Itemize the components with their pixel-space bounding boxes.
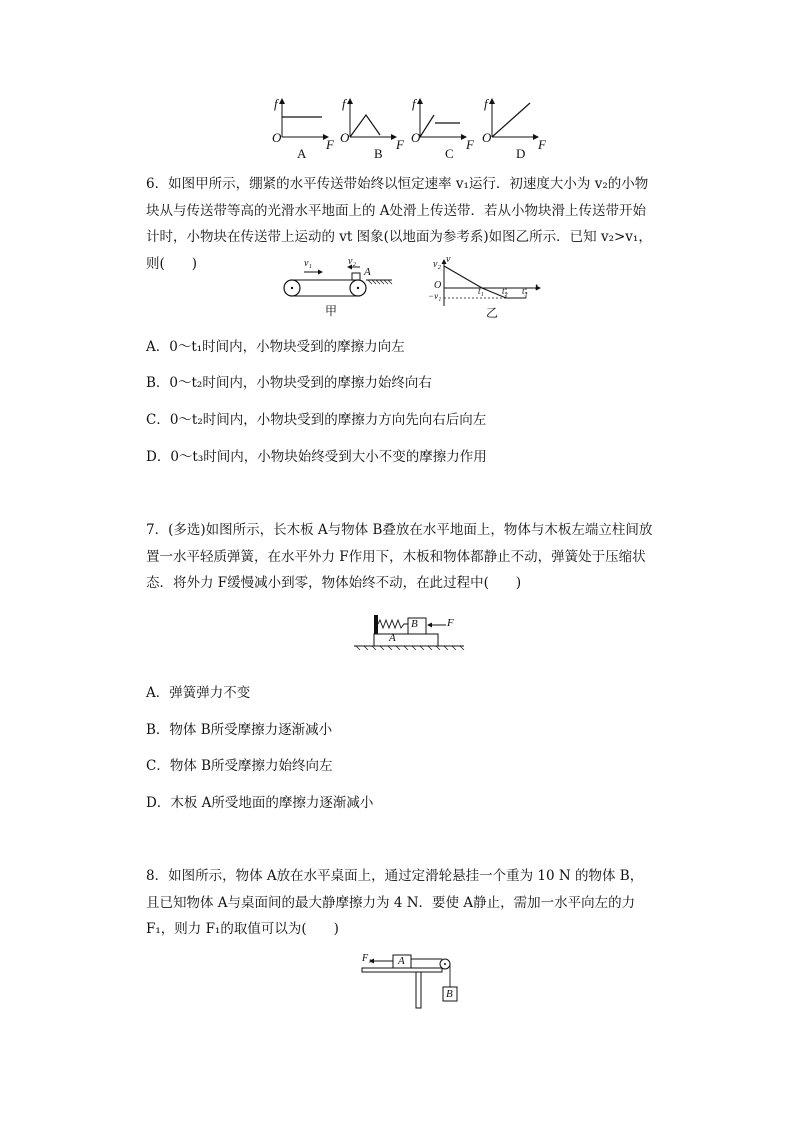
q6-option-c: C．0～t₂时间内，小物块受到的摩擦力方向先向右后向左 [146,412,487,428]
graph-d-o-label: O [482,130,492,145]
q8-figure [358,950,468,1010]
graph-a-f-label: f [274,96,278,111]
q7-fig-a-label: A [389,632,396,644]
option-a-label: A [297,146,307,161]
q7-fig-f-label: F [447,617,454,629]
graph-d-f-label: f [484,96,488,111]
q6-jia-caption: 甲 [325,304,338,318]
q6-yi-t1-label: t₁ [478,286,484,296]
q7-option-c: C．物体 B所受摩擦力始终向左 [146,758,333,774]
q8-fig-b-label: B [446,988,453,1000]
q7-stem: 7．(多选)如图所示，长木板 A与物体 B叠放在水平地面上，物体与木板左端立柱间放置一水平轻质弹簧，在水平外力 F作用下，木板和物体都静止不动，弹簧处于压缩状态．将外力 F缓慢减小到零，物体始终不动，在此过程中( ) [146,522,653,591]
q6-option-b: B．0～t₂时间内，小物块受到的摩擦力始终向右 [146,375,432,391]
q6-yi-caption: 乙 [486,306,499,320]
q6-jia-v1-label: v₁ [304,258,312,269]
graph-a-o-label: O [272,130,282,145]
q7-option-b: B．物体 B所受摩擦力逐渐减小 [146,722,333,738]
q6-stem: 6．如图甲所示，绷紧的水平传送带始终以恒定速率 v₁运行．初速度大小为 v₂的小物块从与传送带等高的光滑水平地面上的 A处滑上传送带．若从小物块滑上传送带开始计时，小物块在传送带上运动的 vt 图象(以地面为参考系)如图乙所示．已知 v₂>v₁，则( ) [146,176,652,272]
q6-yi-v-label: v [446,254,451,265]
q6-figure-jia [278,258,393,300]
q6-yi-o-label: O [434,280,442,291]
graph-c [420,99,466,137]
q6-yi-t2-label: t₂ [502,286,508,296]
graph-b-o-label: O [340,130,350,145]
q6-yi-v2-label: v₂ [433,259,441,270]
q6-yi-minus-v1-label: −v₁ [428,291,442,301]
q7-option-a: A．弹簧弹力不变 [146,685,251,701]
q6-jia-a-label: A [364,266,371,278]
option-c-label: C [445,146,454,161]
graph-a-F-label: F [326,137,334,152]
graph-b-F-label: F [396,137,404,152]
graph-c-f-label: f [412,96,416,111]
q7-fig-b-label: B [411,618,418,630]
q7-option-d: D．木板 A所受地面的摩擦力逐渐减小 [146,795,374,811]
graph-d [492,99,538,137]
graph-b-f-label: f [342,96,346,111]
option-d-label: D [516,146,526,161]
option-b-label: B [374,146,383,161]
q8-fig-a-label: A [398,955,405,967]
graph-b [350,99,396,137]
q8-stem: 8．如图所示，物体 A放在水平桌面上，通过定滑轮悬挂一个重为 10 N 的物体 B，且已知物体 A与桌面间的最大静摩擦力为 4 N．要使 A静止，需加一水平向左的力 F₁，则力 F₁的取值可以为( ) [146,868,644,937]
graph-d-F-label: F [538,137,546,152]
graph-c-F-label: F [466,137,474,152]
q6-jia-v2-label: v₂ [348,256,356,267]
q6-yi-t-label: t [535,282,538,293]
q6-yi-t3-label: t₃ [522,286,528,296]
q6-figure-yi [430,258,545,308]
graph-c-o-label: O [411,130,421,145]
q6-option-d: D．0～t₃时间内，小物块始终受到大小不变的摩擦力作用 [146,449,487,465]
q6-option-a: A．0～t₁时间内，小物块受到的摩擦力向左 [146,339,405,355]
q8-fig-f1-label: F₁ [362,953,372,964]
graph-a [282,99,328,137]
